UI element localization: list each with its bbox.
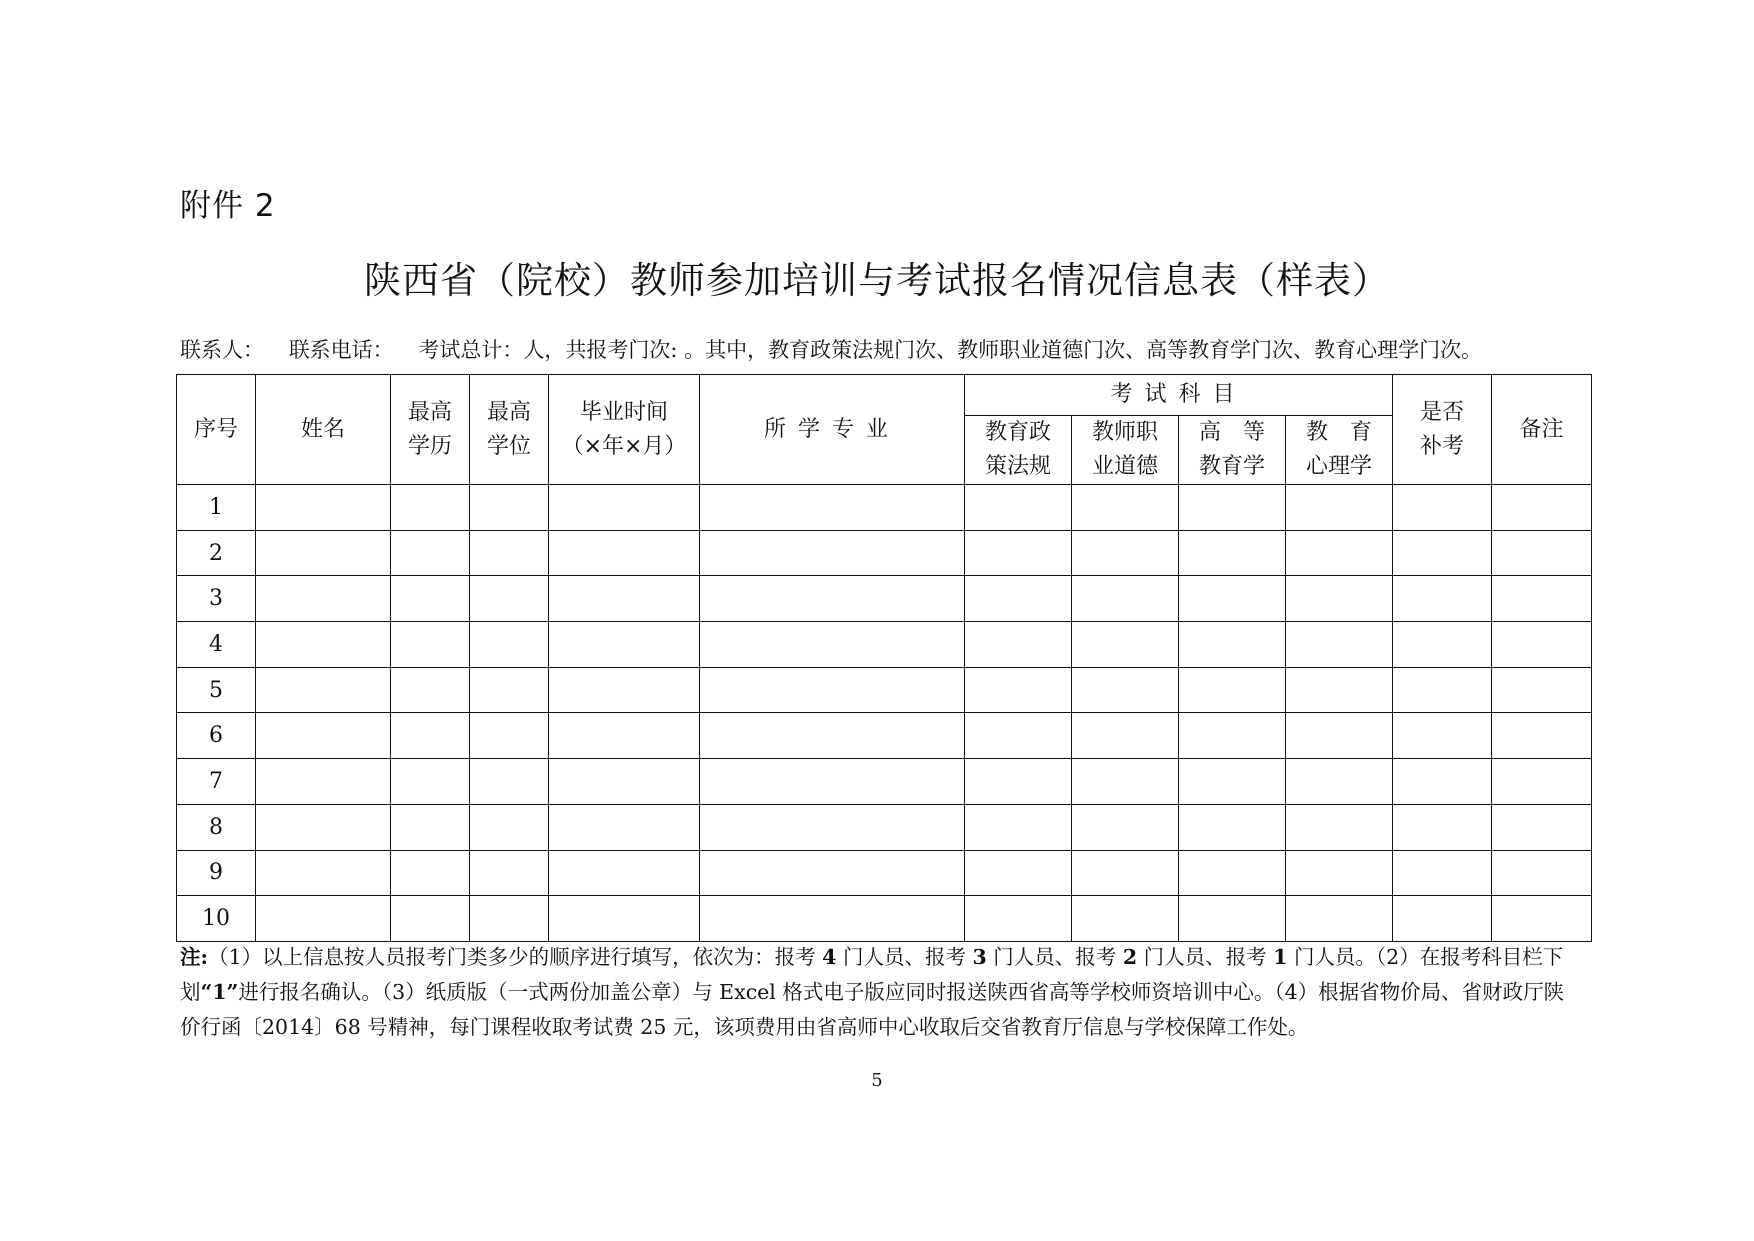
graduation-cell[interactable] xyxy=(549,485,700,531)
policy-law-cell[interactable] xyxy=(965,896,1072,942)
header-seq: 序号 xyxy=(177,375,256,485)
policy-law-cell[interactable] xyxy=(965,576,1072,622)
makeup-cell[interactable] xyxy=(1393,896,1492,942)
header-name: 姓名 xyxy=(256,375,391,485)
header-degree-line2: 学位 xyxy=(486,433,531,459)
contact-person-label: 联系人： xyxy=(180,338,264,362)
higher-education-cell[interactable] xyxy=(1179,576,1286,622)
row-number: 6 xyxy=(177,713,256,759)
remarks-cell[interactable] xyxy=(1492,667,1592,713)
page-number: 5 xyxy=(871,1070,883,1091)
remarks-cell[interactable] xyxy=(1492,530,1592,576)
subject4-line1: 教 育 xyxy=(1306,420,1373,445)
degree-cell[interactable] xyxy=(470,576,549,622)
subject4-line2: 心理学 xyxy=(1306,454,1373,479)
ethics-cell[interactable] xyxy=(1072,804,1179,850)
makeup-cell[interactable] xyxy=(1393,530,1492,576)
degree-cell[interactable] xyxy=(470,667,549,713)
subject1-line1: 教育政 xyxy=(984,420,1051,445)
ethics-cell[interactable] xyxy=(1072,530,1179,576)
row-number: 1 xyxy=(177,485,256,531)
graduation-cell[interactable] xyxy=(549,759,700,805)
major-cell[interactable] xyxy=(700,759,965,805)
psychology-cell[interactable] xyxy=(1286,896,1393,942)
remarks-cell[interactable] xyxy=(1492,485,1592,531)
remarks-cell[interactable] xyxy=(1492,896,1592,942)
row-number: 8 xyxy=(177,804,256,850)
psychology-cell[interactable] xyxy=(1286,850,1393,896)
higher-education-cell[interactable] xyxy=(1179,804,1286,850)
notes-count-2: 2 xyxy=(1122,945,1138,969)
psychology-cell[interactable] xyxy=(1286,759,1393,805)
policy-law-cell[interactable] xyxy=(965,804,1072,850)
exam-summary: 考试总计：人，共报考门次: 。其中，教育政策法规门次、教师职业道德门次、高等教育学门次、教育心理学门次。 xyxy=(418,338,1483,362)
header-edu-line1: 最高 xyxy=(407,399,452,425)
header-exam-subjects: 考试科目 xyxy=(965,375,1393,416)
header-highest-degree xyxy=(470,375,549,485)
psychology-cell[interactable] xyxy=(1286,530,1393,576)
ethics-cell[interactable] xyxy=(1072,667,1179,713)
degree-cell[interactable] xyxy=(470,713,549,759)
makeup-cell[interactable] xyxy=(1393,713,1492,759)
row-number: 9 xyxy=(177,850,256,896)
header-degree-line1: 最高 xyxy=(486,399,531,425)
policy-law-cell[interactable] xyxy=(965,622,1072,668)
table-row xyxy=(177,667,1592,713)
policy-law-cell[interactable] xyxy=(965,485,1072,531)
policy-law-cell[interactable] xyxy=(965,850,1072,896)
table-row xyxy=(177,804,1592,850)
higher-education-cell[interactable] xyxy=(1179,530,1286,576)
degree-cell[interactable] xyxy=(470,530,549,576)
remarks-cell[interactable] xyxy=(1492,759,1592,805)
major-cell[interactable] xyxy=(700,576,965,622)
table-row xyxy=(177,485,1592,531)
table-row xyxy=(177,896,1592,942)
major-cell[interactable] xyxy=(700,713,965,759)
remarks-cell[interactable] xyxy=(1492,850,1592,896)
remarks-cell[interactable] xyxy=(1492,576,1592,622)
page-title: 陕西省（院校）教师参加培训与考试报名情况信息表（样表） xyxy=(364,259,1390,302)
policy-law-cell[interactable] xyxy=(965,530,1072,576)
header-subject-ethics xyxy=(1072,416,1179,485)
name-cell[interactable] xyxy=(256,896,391,942)
notes-text-1d: 门人员、报考 xyxy=(1143,945,1267,969)
graduation-cell[interactable] xyxy=(549,896,700,942)
policy-law-cell[interactable] xyxy=(965,713,1072,759)
table-row xyxy=(177,576,1592,622)
ethics-cell[interactable] xyxy=(1072,576,1179,622)
name-cell[interactable] xyxy=(256,759,391,805)
education-cell[interactable] xyxy=(391,530,470,576)
row-number: 5 xyxy=(177,667,256,713)
name-cell[interactable] xyxy=(256,485,391,531)
policy-law-cell[interactable] xyxy=(965,759,1072,805)
education-cell[interactable] xyxy=(391,804,470,850)
education-cell[interactable] xyxy=(391,667,470,713)
header-edu-line2: 学历 xyxy=(407,433,452,459)
graduation-cell[interactable] xyxy=(549,530,700,576)
table-row xyxy=(177,759,1592,805)
registration-table xyxy=(176,374,1592,942)
major-cell[interactable] xyxy=(700,667,965,713)
table-row xyxy=(177,530,1592,576)
education-cell[interactable] xyxy=(391,713,470,759)
name-cell[interactable] xyxy=(256,713,391,759)
subject1-line2: 策法规 xyxy=(984,454,1051,479)
subject2-line1: 教师职 xyxy=(1091,420,1158,445)
table-row xyxy=(177,850,1592,896)
education-cell[interactable] xyxy=(391,896,470,942)
attachment-label: 附件 2 xyxy=(180,188,276,224)
graduation-cell[interactable] xyxy=(549,622,700,668)
graduation-cell[interactable] xyxy=(549,850,700,896)
ethics-cell[interactable] xyxy=(1072,759,1179,805)
name-cell[interactable] xyxy=(256,576,391,622)
remarks-cell[interactable] xyxy=(1492,713,1592,759)
graduation-cell[interactable] xyxy=(549,713,700,759)
education-cell[interactable] xyxy=(391,576,470,622)
row-number: 7 xyxy=(177,759,256,805)
name-cell[interactable] xyxy=(256,667,391,713)
education-cell[interactable] xyxy=(391,850,470,896)
notes-text-1b: 门人员、报考 xyxy=(842,945,966,969)
table-body xyxy=(177,485,1592,942)
row-number: 3 xyxy=(177,576,256,622)
ethics-cell[interactable] xyxy=(1072,850,1179,896)
name-cell[interactable] xyxy=(256,530,391,576)
notes-text-1c: 门人员、报考 xyxy=(993,945,1117,969)
notes-text-1e: 门人员。（2）在报考科目栏下划 xyxy=(180,945,1564,1004)
major-cell[interactable] xyxy=(700,485,965,531)
psychology-cell[interactable] xyxy=(1286,713,1393,759)
notes-text-1a: （1）以上信息按人员报考门类多少的顺序进行填写，依次为：报考 xyxy=(208,945,816,969)
ethics-cell[interactable] xyxy=(1072,713,1179,759)
header-makeup-line1: 是否 xyxy=(1420,399,1465,425)
education-cell[interactable] xyxy=(391,759,470,805)
header-makeup-exam xyxy=(1393,375,1492,485)
notes-label: 注: xyxy=(180,945,209,969)
remarks-cell[interactable] xyxy=(1492,622,1592,668)
degree-cell[interactable] xyxy=(470,759,549,805)
education-cell[interactable] xyxy=(391,622,470,668)
notes-count-1: 1 xyxy=(1273,945,1288,969)
notes-count-3: 3 xyxy=(972,945,987,969)
ethics-cell[interactable] xyxy=(1072,622,1179,668)
header-grad-line1: 毕业时间 xyxy=(579,399,668,425)
higher-education-cell[interactable] xyxy=(1179,713,1286,759)
degree-cell[interactable] xyxy=(470,485,549,531)
notes-count-4: 4 xyxy=(822,945,837,969)
header-makeup-line2: 补考 xyxy=(1420,433,1465,459)
major-cell[interactable] xyxy=(700,530,965,576)
degree-cell[interactable] xyxy=(470,622,549,668)
notes xyxy=(180,940,1580,1045)
notes-text-2: 进行报名确认。（3）纸质版（一式两份加盖公章）与 Excel 格式电子版应同时报送陕西省高等学校师资培训中心。（4）根据省物价局、省财政厅陕价行函〔2014〕68 号精神，每门课程收取考试费 25 元，该项费用由省高师中心收取后交省教育厅信息与学校保障工作处。 xyxy=(180,980,1565,1039)
contact-line xyxy=(180,334,1482,364)
psychology-cell[interactable] xyxy=(1286,485,1393,531)
header-graduation-time xyxy=(549,375,700,485)
subject3-line2: 教育学 xyxy=(1198,454,1265,479)
table-row xyxy=(177,713,1592,759)
major-cell[interactable] xyxy=(700,804,965,850)
name-cell[interactable] xyxy=(256,850,391,896)
subject3-line1: 高 等 xyxy=(1198,420,1265,445)
row-number: 2 xyxy=(177,530,256,576)
header-remarks: 备注 xyxy=(1492,375,1592,485)
psychology-cell[interactable] xyxy=(1286,804,1393,850)
table-row xyxy=(177,622,1592,668)
header-subject-psychology xyxy=(1286,416,1393,485)
higher-education-cell[interactable] xyxy=(1179,485,1286,531)
header-major: 所学专业 xyxy=(700,375,965,485)
major-cell[interactable] xyxy=(700,850,965,896)
higher-education-cell[interactable] xyxy=(1179,667,1286,713)
psychology-cell[interactable] xyxy=(1286,576,1393,622)
makeup-cell[interactable] xyxy=(1393,667,1492,713)
major-cell[interactable] xyxy=(700,896,965,942)
notes-mark: “1” xyxy=(200,980,239,1004)
contact-phone-label: 联系电话： xyxy=(288,338,394,362)
header-subject-policy-law xyxy=(965,416,1072,485)
ethics-cell[interactable] xyxy=(1072,896,1179,942)
makeup-cell[interactable] xyxy=(1393,622,1492,668)
policy-law-cell[interactable] xyxy=(965,667,1072,713)
name-cell[interactable] xyxy=(256,622,391,668)
header-highest-education xyxy=(391,375,470,485)
higher-education-cell[interactable] xyxy=(1179,622,1286,668)
higher-education-cell[interactable] xyxy=(1179,759,1286,805)
makeup-cell[interactable] xyxy=(1393,759,1492,805)
major-cell[interactable] xyxy=(700,622,965,668)
row-number: 10 xyxy=(177,896,256,942)
row-number: 4 xyxy=(177,622,256,668)
psychology-cell[interactable] xyxy=(1286,667,1393,713)
makeup-cell[interactable] xyxy=(1393,850,1492,896)
degree-cell[interactable] xyxy=(470,804,549,850)
makeup-cell[interactable] xyxy=(1393,804,1492,850)
degree-cell[interactable] xyxy=(470,896,549,942)
education-cell[interactable] xyxy=(391,485,470,531)
higher-education-cell[interactable] xyxy=(1179,896,1286,942)
ethics-cell[interactable] xyxy=(1072,485,1179,531)
psychology-cell[interactable] xyxy=(1286,622,1393,668)
graduation-cell[interactable] xyxy=(549,804,700,850)
degree-cell[interactable] xyxy=(470,850,549,896)
makeup-cell[interactable] xyxy=(1393,576,1492,622)
graduation-cell[interactable] xyxy=(549,667,700,713)
header-grad-line2: （×年×月） xyxy=(561,433,687,459)
remarks-cell[interactable] xyxy=(1492,804,1592,850)
header-subject-higher-education xyxy=(1179,416,1286,485)
higher-education-cell[interactable] xyxy=(1179,850,1286,896)
graduation-cell[interactable] xyxy=(549,576,700,622)
name-cell[interactable] xyxy=(256,804,391,850)
makeup-cell[interactable] xyxy=(1393,485,1492,531)
subject2-line2: 业道德 xyxy=(1091,454,1158,479)
